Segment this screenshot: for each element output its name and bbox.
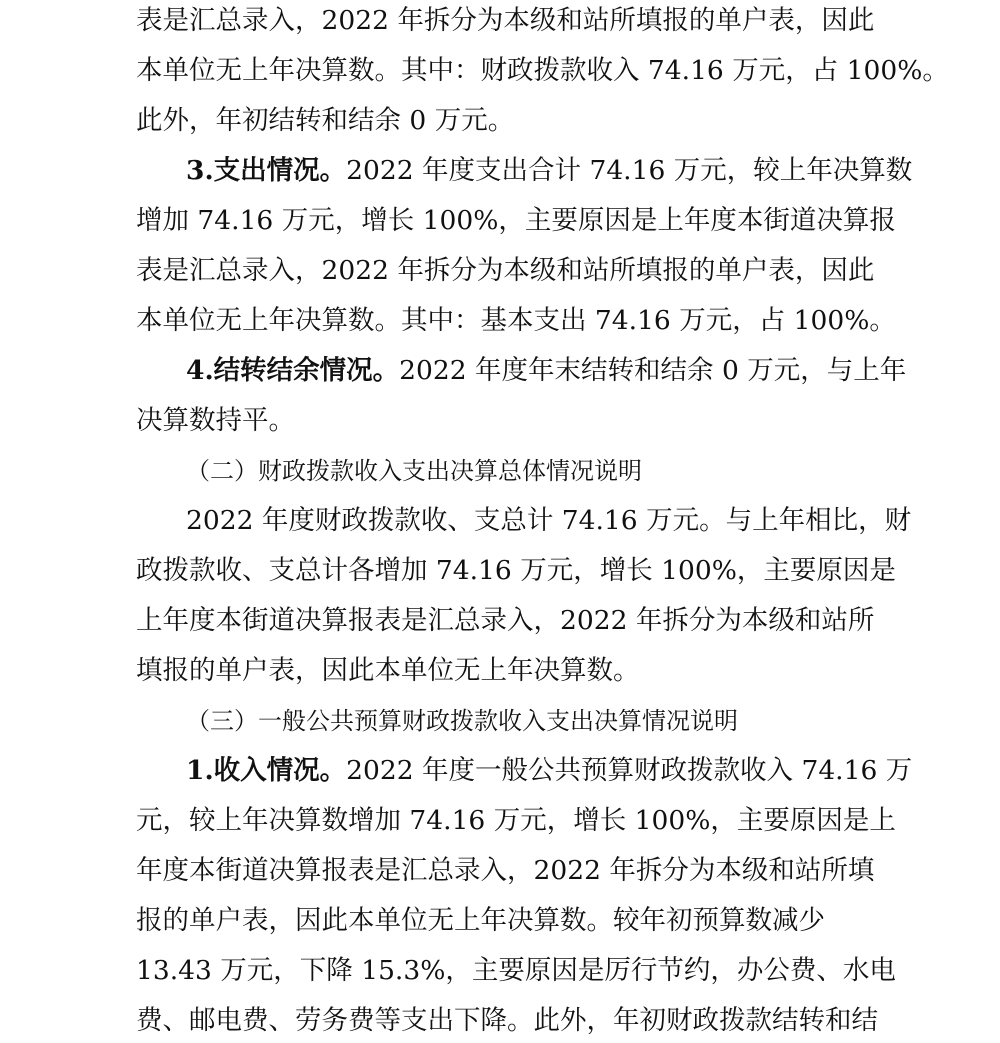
- paragraph-text: 2022 年度年末结转和结余 0 万元，与上年: [399, 355, 907, 386]
- subsection-title: （三）一般公共预算财政拨款收入支出决算情况说明: [186, 707, 738, 735]
- paragraph-line: 2022 年度财政拨款收、支总计 74.16 万元。与上年相比，财: [186, 505, 912, 536]
- paragraph-line: 本单位无上年决算数。其中：财政拨款收入 74.16 万元，占 100%。: [136, 55, 949, 86]
- section-heading: 4.结转结余情况。: [186, 355, 400, 386]
- paragraph-text: 2022 年度支出合计 74.16 万元，较上年决算数: [346, 155, 913, 186]
- paragraph-line: 费、邮电费、劳务费等支出下降。此外，年初财政拨款结转和结: [136, 1005, 878, 1036]
- paragraph-line: 13.43 万元，下降 15.3%，主要原因是厉行节约，办公费、水电: [136, 955, 896, 986]
- paragraph-line: 填报的单户表，因此本单位无上年决算数。: [136, 655, 640, 686]
- paragraph-line: [186, 151, 912, 191]
- paragraph-line: 报的单户表，因此本单位无上年决算数。较年初预算数减少: [136, 905, 825, 936]
- paragraph-line: [186, 351, 906, 391]
- paragraph-line: 元，较上年决算数增加 74.16 万元，增长 100%，主要原因是上: [136, 805, 896, 836]
- paragraph-line: 表是汇总录入，2022 年拆分为本级和站所填报的单户表，因此: [136, 5, 875, 36]
- paragraph-line: 增加 74.16 万元，增长 100%，主要原因是上年度本街道决算报: [136, 205, 896, 236]
- paragraph-text: 2022 年度一般公共预算财政拨款收入 74.16 万: [346, 755, 913, 786]
- paragraph-line: 年度本街道决算报表是汇总录入，2022 年拆分为本级和站所填: [136, 855, 875, 886]
- paragraph-line: 本单位无上年决算数。其中：基本支出 74.16 万元，占 100%。: [136, 305, 896, 336]
- paragraph-line: [186, 751, 912, 791]
- paragraph-line: 上年度本街道决算报表是汇总录入，2022 年拆分为本级和站所: [136, 605, 875, 636]
- paragraph-line: 决算数持平。: [136, 405, 295, 436]
- paragraph-line: 政拨款收、支总计各增加 74.16 万元，增长 100%，主要原因是: [136, 555, 896, 586]
- subsection-title: （二）财政拨款收入支出决算总体情况说明: [186, 457, 642, 485]
- section-heading: 3.支出情况。: [186, 155, 347, 186]
- paragraph-line: 表是汇总录入，2022 年拆分为本级和站所填报的单户表，因此: [136, 255, 875, 286]
- section-heading: 1.收入情况。: [186, 755, 347, 786]
- paragraph-line: 此外，年初结转和结余 0 万元。: [136, 105, 515, 136]
